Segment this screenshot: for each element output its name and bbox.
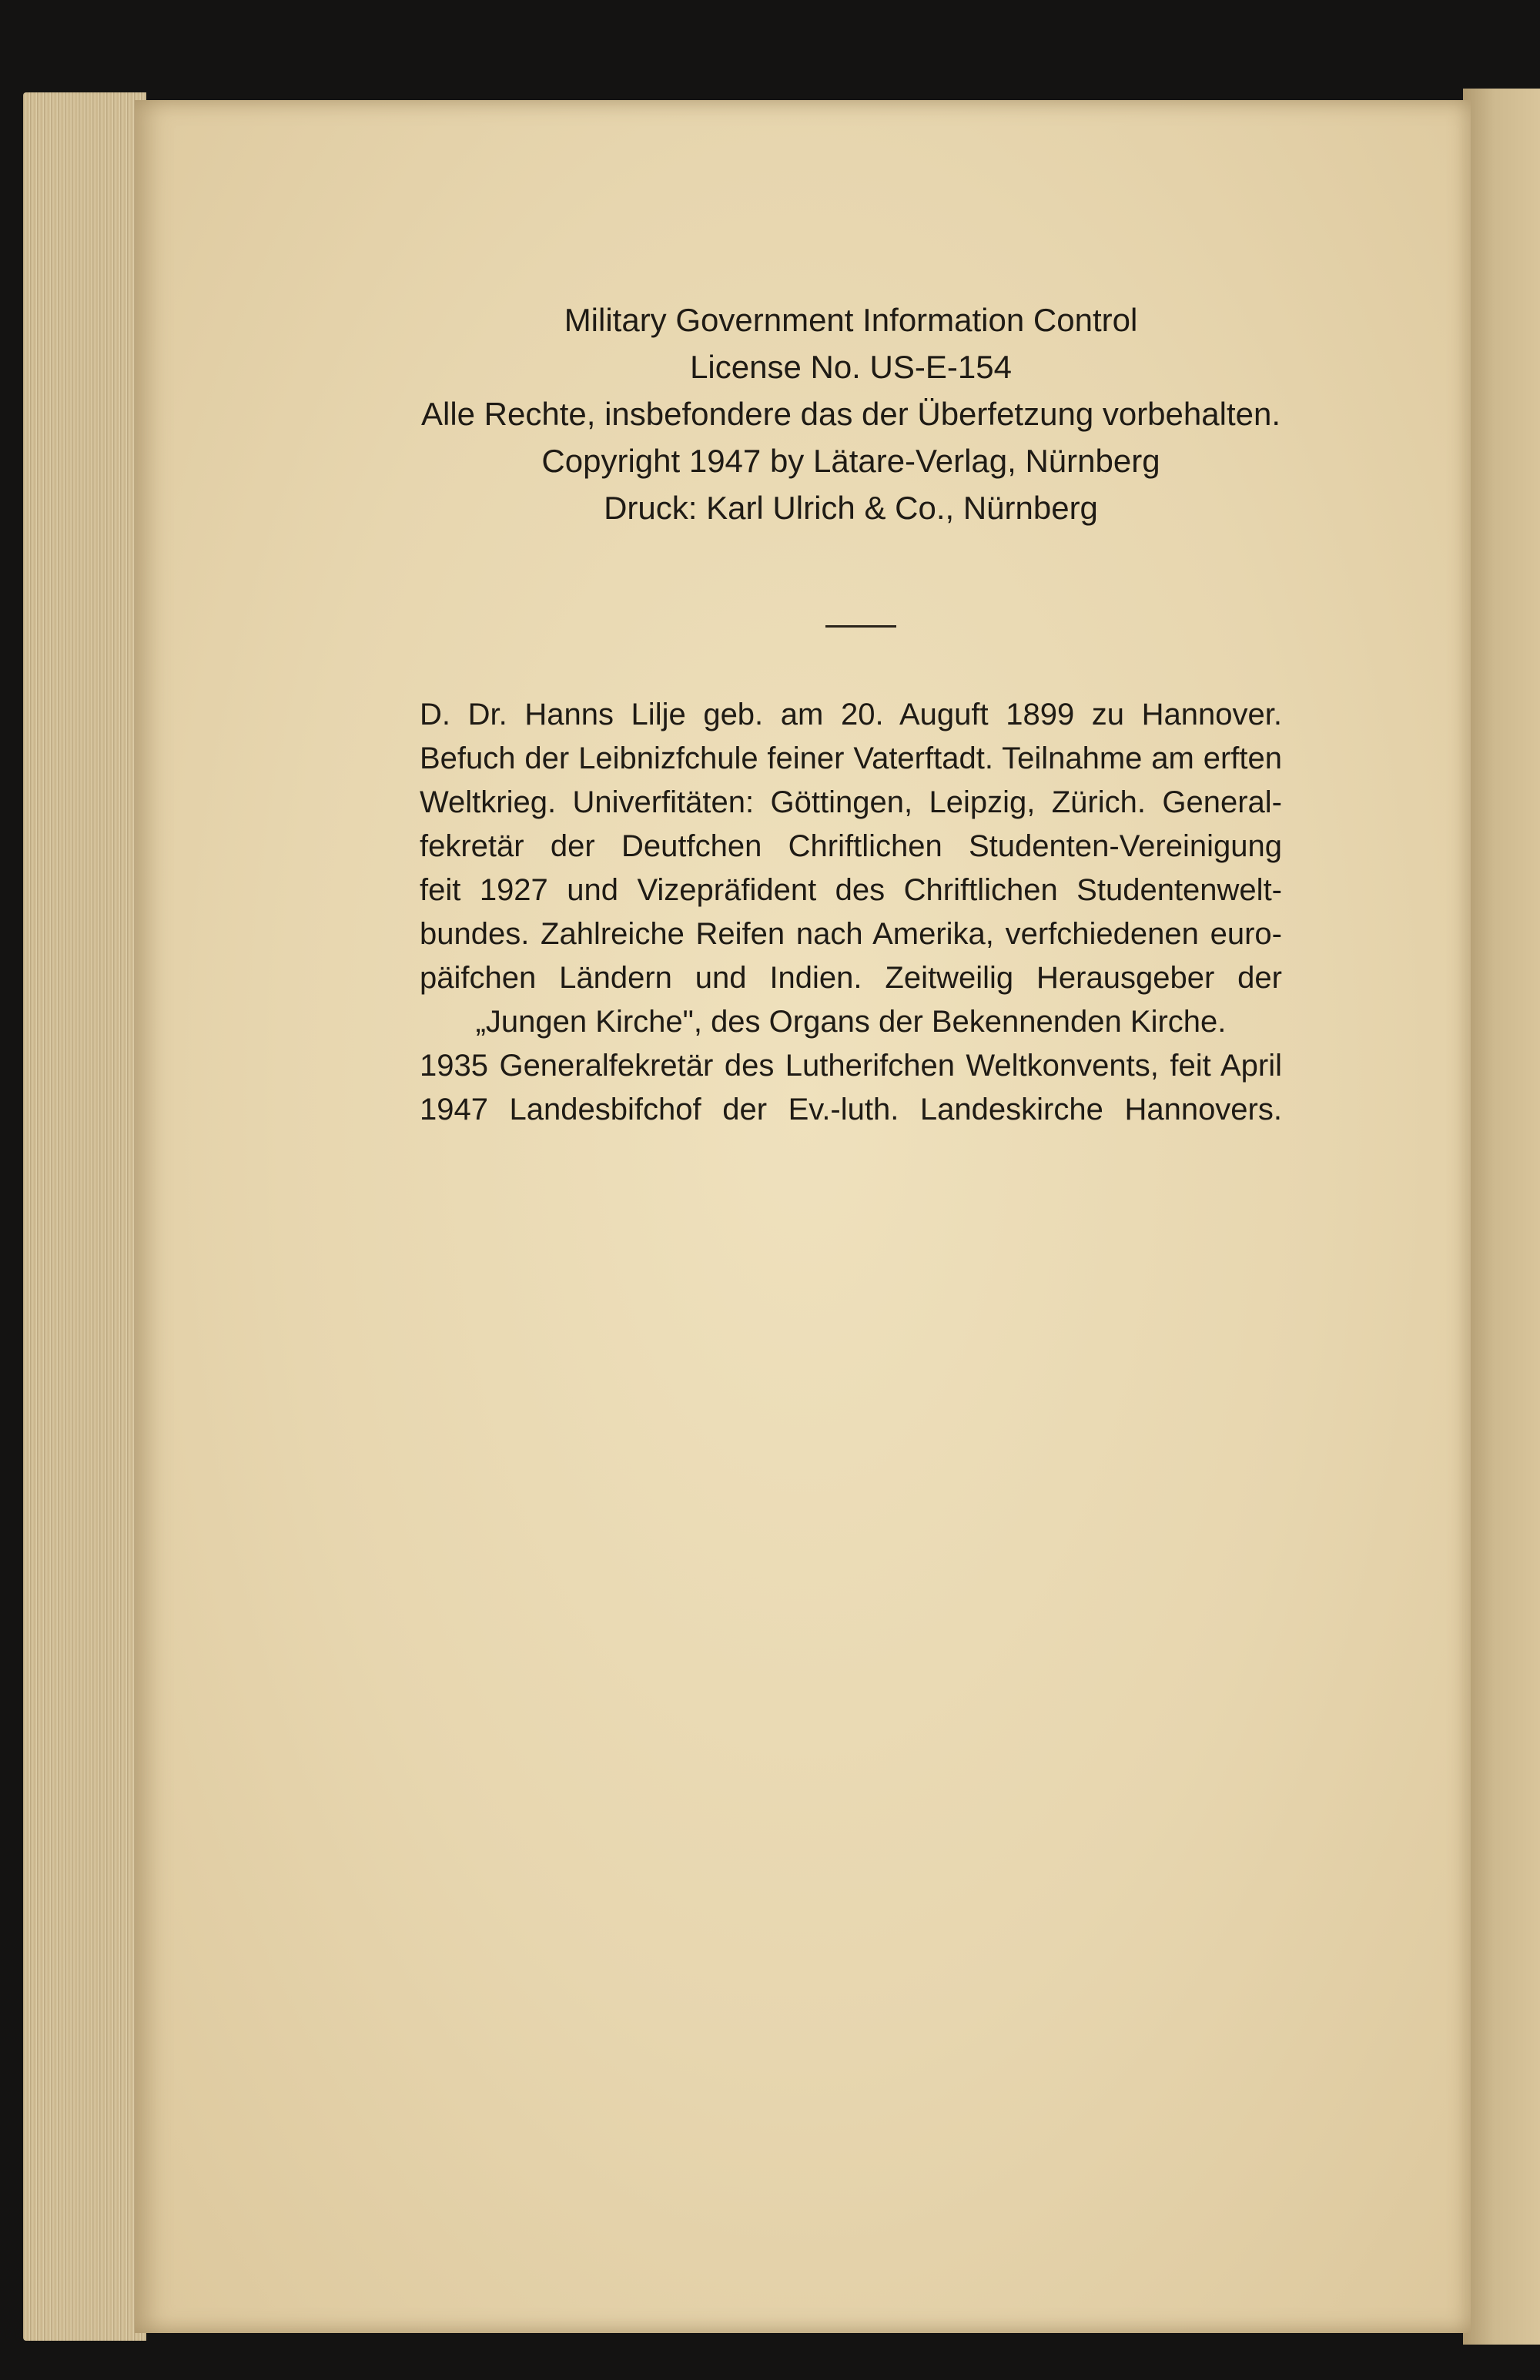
imprint-line-control: Military Government Information Control <box>564 302 1138 338</box>
bio-line: 1935 Generalfekretär des Lutherifchen Weltkonvents, feit April <box>420 1049 1282 1083</box>
bio-line: fekretär der Deutfchen Chriftlichen Studenten-Vereinigung <box>420 829 1282 863</box>
bio-line: „Jungen Kirche", des Organs der Bekennenden Kirche. <box>475 1005 1227 1039</box>
imprint-line-copyright: Copyright 1947 by Lätare-Verlag, Nürnberg <box>541 443 1160 479</box>
book-page-edges <box>23 92 146 2341</box>
imprint-line-printer: Druck: Karl Ulrich & Co., Nürnberg <box>604 490 1098 526</box>
bio-line: Weltkrieg. Univerfitäten: Göttingen, Leipzig, Zürich. General- <box>420 785 1282 819</box>
bio-line: feit 1927 und Vizepräfident des Chriftlichen Studentenwelt- <box>420 873 1282 907</box>
section-divider <box>825 625 896 628</box>
bio-line: D. Dr. Hanns Lilje geb. am 20. Auguft 1899 zu Hannover. <box>420 698 1282 731</box>
bio-line: päifchen Ländern und Indien. Zeitweilig Herausgeber der <box>420 961 1282 995</box>
bio-line: 1947 Landesbifchof der Ev.-luth. Landeskirche Hannovers. <box>420 1093 1282 1126</box>
bio-line: Befuch der Leibnizfchule feiner Vaterftadt. Teilnahme am erften <box>420 741 1282 775</box>
imprint-block <box>420 296 1282 531</box>
bio-line: bundes. Zahlreiche Reifen nach Amerika, verfchiedenen euro- <box>420 917 1282 951</box>
author-biography <box>420 693 1282 1132</box>
adjacent-page-edge <box>1463 89 1540 2345</box>
imprint-line-license: License No. US-E-154 <box>690 349 1012 385</box>
imprint-line-rights: Alle Rechte, insbefondere das der Überfetzung vorbehalten. <box>420 396 1281 432</box>
